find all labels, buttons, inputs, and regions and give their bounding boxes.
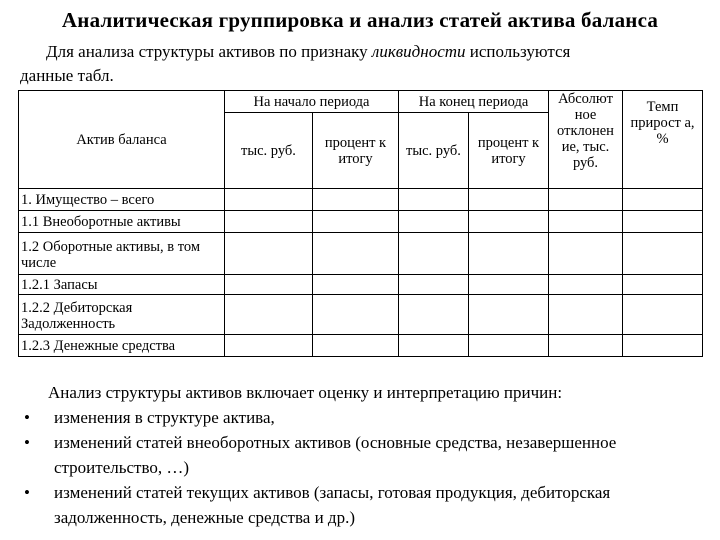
- intro-paragraph: [20, 40, 700, 88]
- intro-text-before: Для анализа структуры активов по признаку: [46, 42, 372, 61]
- header-end-percent: процент к итогу: [469, 113, 549, 189]
- table-cell: [469, 233, 549, 275]
- intro-line-2: данные табл.: [20, 66, 114, 85]
- table-cell: [225, 233, 313, 275]
- table-cell: [399, 233, 469, 275]
- list-item: [20, 405, 710, 430]
- table-cell: [225, 275, 313, 295]
- header-end-period: На конец периода: [399, 91, 549, 113]
- header-end-thousand-rub: тыс. руб.: [399, 113, 469, 189]
- table-cell: [469, 211, 549, 233]
- table-row: [19, 189, 703, 211]
- table-cell: [313, 211, 399, 233]
- analysis-section: [20, 380, 710, 530]
- table-cell: [469, 275, 549, 295]
- table-cell: [399, 295, 469, 335]
- table-cell: [549, 233, 623, 275]
- table-cell: [469, 189, 549, 211]
- page-title: Аналитическая группировка и анализ статей актива баланса: [61, 8, 659, 32]
- bullet-icon: •: [24, 483, 30, 502]
- table-row: [19, 295, 703, 335]
- row-label: 1.2.1 Запасы: [19, 275, 225, 295]
- table-cell: [399, 189, 469, 211]
- table-cell: [549, 275, 623, 295]
- bullet-text: изменений статей текущих активов (запасы, готовая продукция, дебиторская задолженность, денежные средства и др.): [54, 483, 611, 527]
- table-cell: [399, 211, 469, 233]
- table-cell: [623, 189, 703, 211]
- table-cell: [313, 189, 399, 211]
- table-cell: [549, 335, 623, 357]
- header-asset: Актив баланса: [19, 91, 225, 189]
- table-cell: [623, 211, 703, 233]
- table-cell: [313, 275, 399, 295]
- table-cell: [549, 189, 623, 211]
- table-cell: [225, 295, 313, 335]
- bullet-icon: •: [24, 433, 30, 452]
- table-cell: [623, 275, 703, 295]
- table-cell: [399, 275, 469, 295]
- header-start-thousand-rub: тыс. руб.: [225, 113, 313, 189]
- table-cell: [549, 211, 623, 233]
- table-cell: [549, 295, 623, 335]
- analysis-bullet-list: [20, 405, 710, 530]
- header-growth-rate: Темп прирост а, %: [623, 91, 703, 189]
- table-cell: [313, 295, 399, 335]
- table-row: [19, 233, 703, 275]
- table-cell: [225, 335, 313, 357]
- bullet-text: изменений статей внеоборотных активов (основные средства, незавершенное строительство, …): [54, 433, 617, 477]
- header-start-percent: процент к итогу: [313, 113, 399, 189]
- table-cell: [469, 335, 549, 357]
- list-item: [20, 480, 710, 530]
- table-cell: [313, 335, 399, 357]
- list-item: [20, 430, 710, 480]
- row-label: 1.2.2 Дебиторская Задолженность: [19, 295, 225, 335]
- intro-text-after: используются: [465, 42, 571, 61]
- table-cell: [225, 189, 313, 211]
- table-cell: [313, 233, 399, 275]
- row-label: 1. Имущество – всего: [19, 189, 225, 211]
- header-start-period: На начало периода: [225, 91, 399, 113]
- table-cell: [623, 233, 703, 275]
- header-absolute-deviation: Абсолют ное отклонен ие, тыс. руб.: [549, 91, 623, 189]
- row-label: 1.2.3 Денежные средства: [19, 335, 225, 357]
- analysis-lead: Анализ структуры активов включает оценку и интерпретацию причин:: [48, 383, 563, 402]
- table-cell: [623, 295, 703, 335]
- table-row: [19, 211, 703, 233]
- row-label: 1.2 Оборотные активы, в том числе: [19, 233, 225, 275]
- row-label: 1.1 Внеоборотные активы: [19, 211, 225, 233]
- table-cell: [225, 211, 313, 233]
- table-row: [19, 335, 703, 357]
- table-cell: [623, 335, 703, 357]
- bullet-icon: •: [24, 408, 30, 427]
- intro-line-1: [20, 40, 700, 64]
- bullet-text: изменения в структуре актива,: [54, 408, 275, 427]
- table-cell: [399, 335, 469, 357]
- table-cell: [469, 295, 549, 335]
- table-row: [19, 275, 703, 295]
- intro-italic-term: ликвидности: [371, 42, 466, 61]
- asset-analysis-table: [18, 90, 703, 357]
